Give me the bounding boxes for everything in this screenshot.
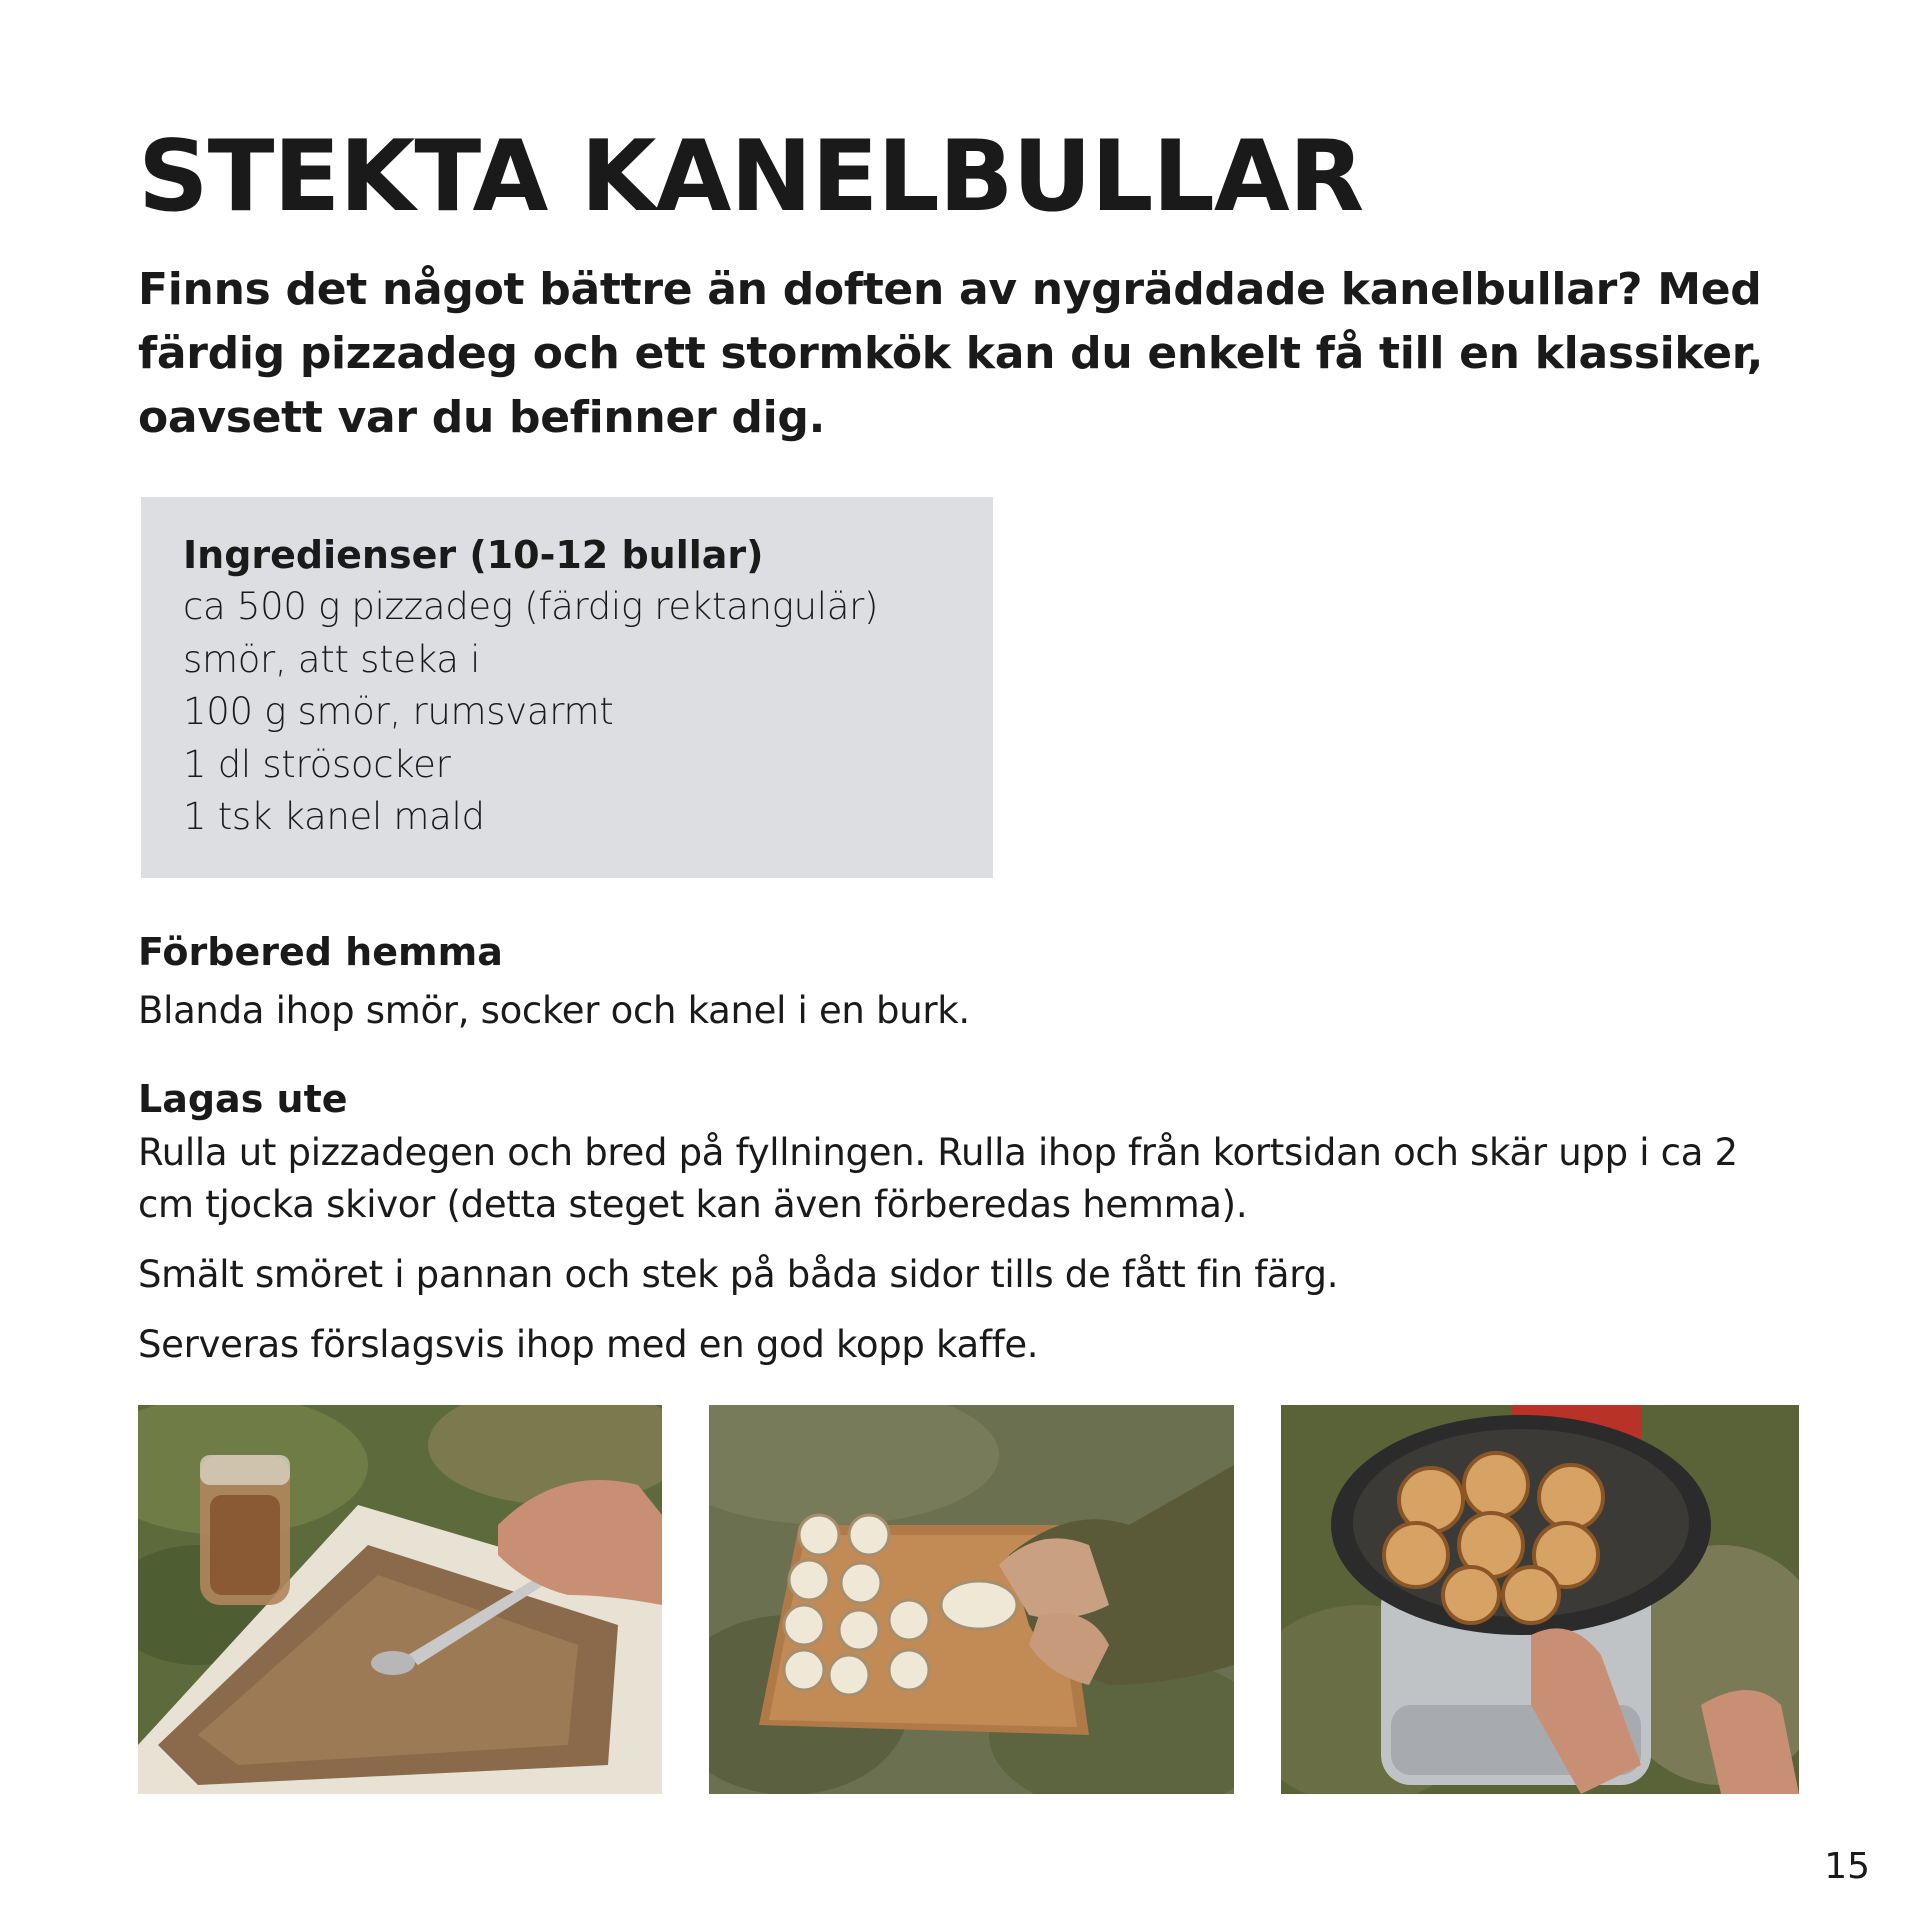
photo-spreading-filling	[138, 1405, 662, 1794]
ingredients-list	[183, 581, 993, 844]
ingredients-heading: Ingredienser (10-12 bullar)	[183, 533, 764, 577]
cook-outside-paragraph-2: Smält smöret i pannan och stek på båda sidor tills de fått fin färg.	[138, 1253, 1339, 1296]
ingredients-box	[141, 497, 993, 878]
ingredient-item: ca 500 g pizzadeg (färdig rektangulär)	[183, 585, 879, 628]
photo-stove-frying	[1281, 1405, 1799, 1794]
ingredient-item: smör, att steka i	[183, 637, 481, 681]
photo-cutting-board	[709, 1405, 1234, 1794]
cook-outside-heading: Lagas ute	[138, 1077, 348, 1121]
cook-outside-paragraph-3: Serveras förslagsvis ihop med en god kopp kaffe.	[138, 1323, 1039, 1366]
ingredient-item: 1 tsk kanel mald	[183, 795, 485, 838]
ingredient-item: 100 g smör, rumsvarmt	[183, 690, 614, 733]
page-title: STEKTA KANELBULLAR	[138, 120, 1364, 234]
intro-text: Finns det något bättre än doften av nygräddade kanelbullar? Med färdig pizzadeg och ett stormkök kan du enkelt få till en klassiker, oavsett var du befinner dig.	[138, 264, 1764, 443]
prepare-home-heading: Förbered hemma	[138, 930, 503, 974]
ingredient-item: 1 dl strösocker	[183, 742, 451, 786]
cook-outside-paragraph-1: Rulla ut pizzadegen och bred på fyllningen. Rulla ihop från kortsidan och skär upp i ca 2 cm tjocka skivor (detta steget kan även förberedas hemma).	[138, 1131, 1738, 1226]
prepare-home-text: Blanda ihop smör, socker och kanel i en burk.	[138, 989, 970, 1032]
page-number: 15	[1824, 1846, 1870, 1887]
